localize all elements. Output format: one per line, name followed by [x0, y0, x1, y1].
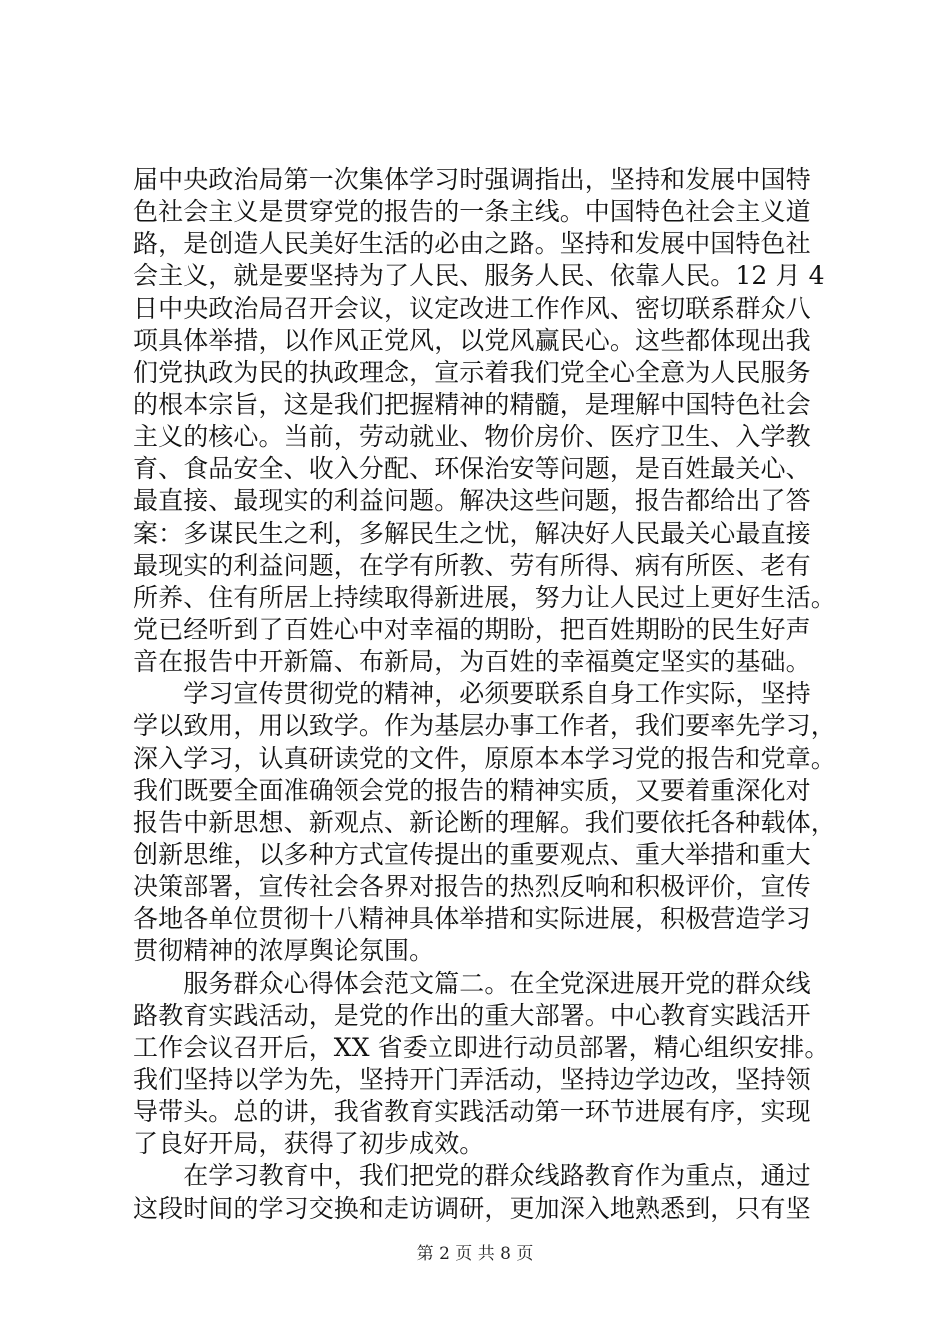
text-line: 育、食品安全、收入分配、环保治安等问题，是百姓最关心、: [133, 454, 811, 484]
text-line: 党已经听到了百姓心中对幸福的期盼，把百姓期盼的民生好声: [133, 614, 811, 644]
text-line: 服务群众心得体会范文篇二。在全党深进展开党的群众线: [133, 968, 811, 998]
text-line: 导带头。总的讲，我省教育实践活动第一环节进展有序，实现: [133, 1097, 811, 1127]
text-line: 最直接、最现实的利益问题。解决这些问题，报告都给出了答: [133, 486, 811, 516]
text-line: 路教育实践活动，是党的作出的重大部署。中心教育实践活开: [133, 1000, 811, 1030]
text-line: 案：多谋民生之利，多解民生之忧，解决好人民最关心最直接: [133, 518, 811, 548]
text-line: 决策部署，宣传社会各界对报告的热烈反响和积极评价，宣传: [133, 872, 811, 902]
text-line: 我们既要全面准确领会党的报告的精神实质，又要着重深化对: [133, 775, 811, 805]
text-line: 会主义，就是要坚持为了人民、服务人民、依靠人民。12 月 4: [133, 261, 825, 291]
text-line: 贯彻精神的浓厚舆论氛围。: [133, 936, 435, 966]
text-line: 学以致用，用以致学。作为基层办事工作者，我们要率先学习，: [133, 711, 836, 741]
text-line: 深入学习，认真研读党的文件，原原本本学习党的报告和党章。: [133, 743, 836, 773]
text-line: 最现实的利益问题，在学有所教、劳有所得、病有所医、老有: [133, 550, 811, 580]
text-line: 主义的核心。当前，劳动就业、物价房价、医疗卫生、入学教: [133, 422, 811, 452]
text-line: 们党执政为民的执政理念，宣示着我们党全心全意为人民服务: [133, 357, 811, 387]
text-line: 创新思维，以多种方式宣传提出的重要观点、重大举措和重大: [133, 839, 811, 869]
text-line: 在学习教育中，我们把党的群众线路教育作为重点，通过: [133, 1161, 811, 1191]
text-line: 了良好开局，获得了初步成效。: [133, 1129, 485, 1159]
text-line: 我们坚持以学为先，坚持开门弄活动，坚持边学边改，坚持领: [133, 1064, 811, 1094]
text-line: 项具体举措，以作风正党风，以党风赢民心。这些都体现出我: [133, 325, 811, 355]
text-line: 日中央政治局召开会议，议定改进工作作风、密切联系群众八: [133, 293, 811, 323]
text-line: 各地各单位贯彻十八精神具体举措和实际进展，积极营造学习: [133, 904, 811, 934]
text-line: 工作会议召开后，XX 省委立即进行动员部署，精心组织安排。: [133, 1032, 830, 1062]
body-text: [133, 164, 836, 1225]
text-line: 路，是创造人民美好生活的必由之路。坚持和发展中国特色社: [133, 229, 811, 259]
text-line: 这段时间的学习交换和走访调研，更加深入地熟悉到，只有坚: [133, 1193, 811, 1223]
text-line: 音在报告中开新篇、布新局，为百姓的幸福奠定坚实的基础。: [133, 647, 811, 677]
text-line: 所养、住有所居上持续取得新进展，努力让人民过上更好生活。: [133, 582, 836, 612]
text-line: 报告中新思想、新观点、新论断的理解。我们要依托各种载体，: [133, 807, 836, 837]
page-number-footer: 第 2 页 共 8 页: [416, 1244, 534, 1264]
text-line: 的根本宗旨，这是我们把握精神的精髓，是理解中国特色社会: [133, 389, 811, 419]
text-line: 色社会主义是贯穿党的报告的一条主线。中国特色社会主义道: [133, 197, 811, 227]
text-line: 学习宣传贯彻党的精神，必须要联系自身工作实际，坚持: [133, 679, 811, 709]
text-line: 届中央政治局第一次集体学习时强调指出，坚持和发展中国特: [133, 165, 811, 194]
